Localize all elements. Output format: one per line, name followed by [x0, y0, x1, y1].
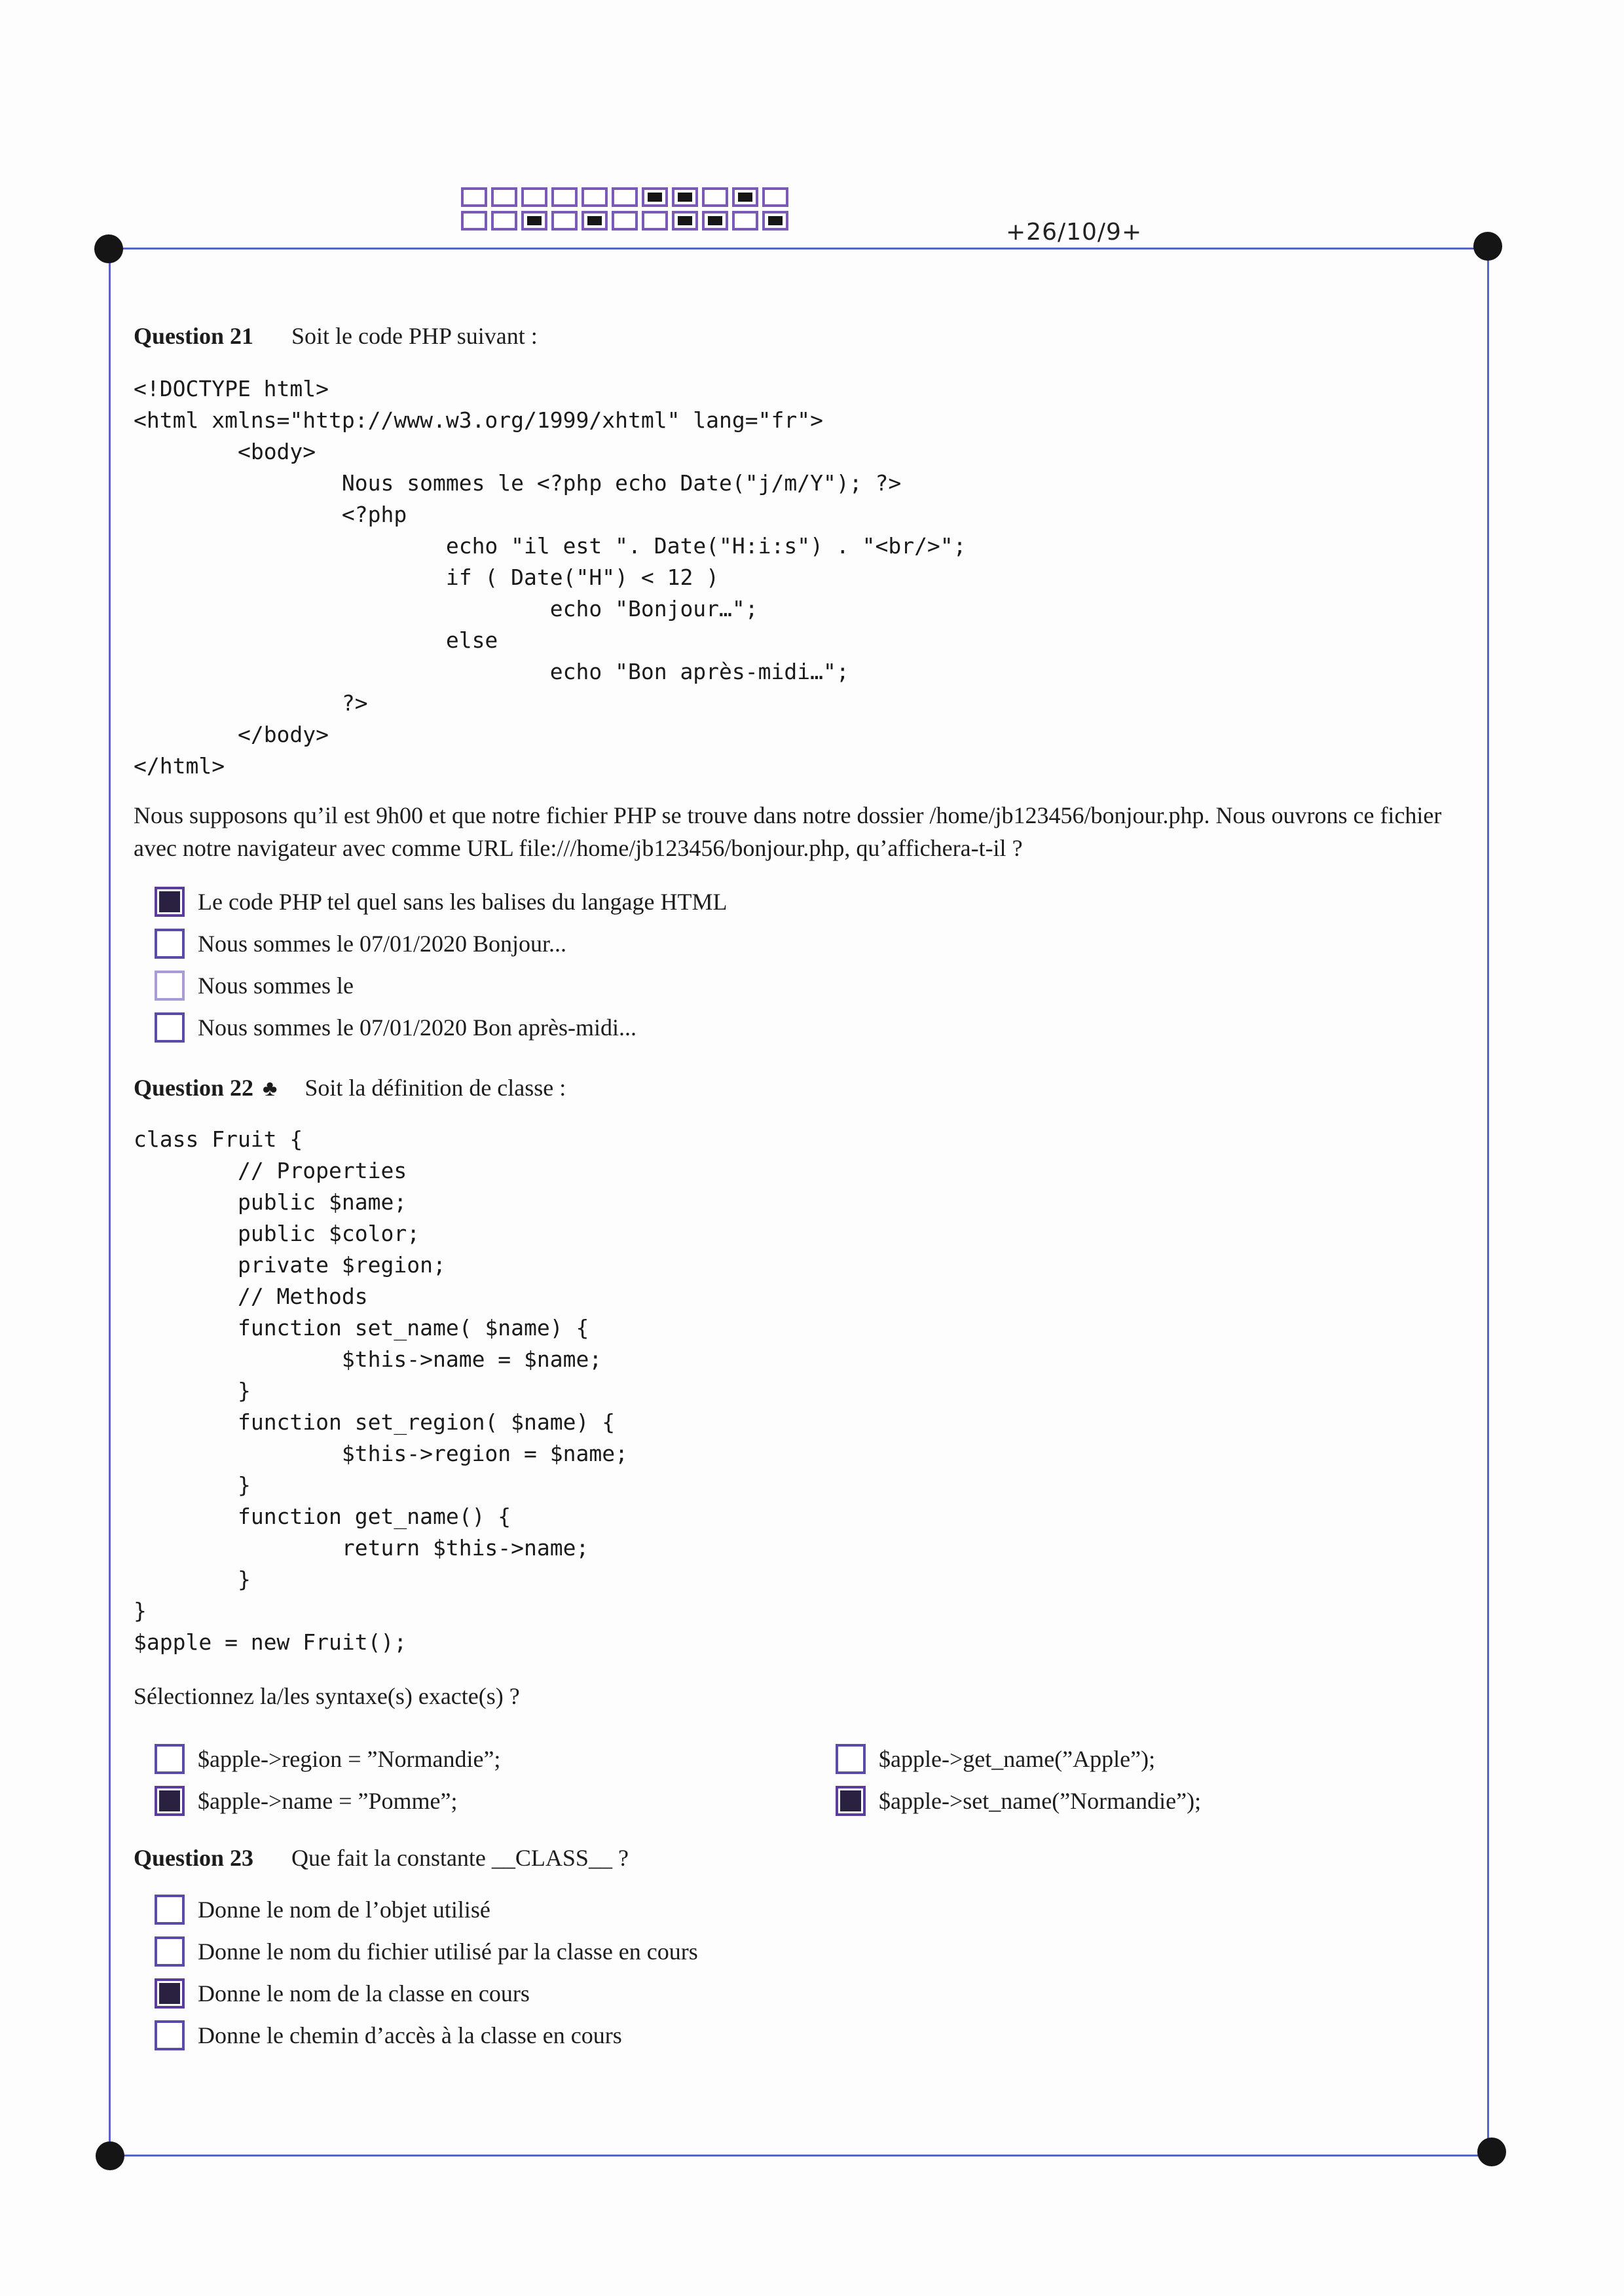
q22-intro: Soit la définition de classe :: [304, 1075, 566, 1101]
answer-checkbox[interactable]: [155, 1786, 185, 1816]
q21-intro: Soit le code PHP suivant :: [291, 323, 538, 349]
code-row-1-cell: [521, 187, 547, 207]
q22-option[interactable]: [155, 1738, 500, 1780]
answer-checkbox[interactable]: [155, 1895, 185, 1925]
q23-option[interactable]: [155, 1889, 698, 1931]
q21-options: [155, 881, 728, 1048]
frame-bottom-line: [109, 2155, 1489, 2157]
code-row-2-cell: [702, 211, 728, 231]
answer-checkbox[interactable]: [155, 971, 185, 1001]
answer-checkbox[interactable]: [155, 1978, 185, 2009]
q22-options-right: [836, 1738, 1201, 1822]
club-icon: ♣: [263, 1077, 278, 1101]
q21-question: Nous supposons qu’il est 9h00 et que notre fichier PHP se trouve dans notre dossier /home/jb123456/bonjour.php. Nous ouvrons ce fichier avec notre navigateur avec comme URL file:///home/jb123456/bonjour.php, qu’affichera-t-il ?: [134, 802, 1442, 861]
answer-checkbox[interactable]: [155, 1012, 185, 1043]
code-row-2-cell: [551, 211, 578, 231]
code-row-2-cell: [762, 211, 788, 231]
code-row-1-cell: [642, 187, 668, 207]
q21-label: Question 21: [134, 323, 254, 349]
code-row-2: [461, 211, 792, 231]
q23-option[interactable]: [155, 1972, 698, 2014]
code-row-2-cell: [672, 211, 698, 231]
option-label: Nous sommes le 07/01/2020 Bon après-midi...: [198, 1014, 637, 1041]
code-row-2-cell: [642, 211, 668, 231]
q23-options: [155, 1889, 698, 2056]
option-label: $apple->name = ”Pomme”;: [198, 1788, 458, 1814]
answer-checkbox[interactable]: [155, 929, 185, 959]
q22-option[interactable]: [836, 1738, 1201, 1780]
q21-header: [134, 322, 538, 350]
option-label: Donne le nom du fichier utilisé par la classe en cours: [198, 1938, 698, 1965]
answer-checkbox[interactable]: [155, 887, 185, 917]
q22-label: Question 22: [134, 1075, 254, 1101]
page-id: +26/10/9+: [1006, 219, 1143, 246]
answer-checkbox[interactable]: [836, 1744, 866, 1774]
code-row-2-cell: [461, 211, 487, 231]
code-row-2-cell: [732, 211, 758, 231]
code-row-2-cell: [581, 211, 608, 231]
option-label: $apple->get_name(”Apple”);: [879, 1746, 1156, 1772]
q23-option[interactable]: [155, 2014, 698, 2056]
option-label: Donne le chemin d’accès à la classe en cours: [198, 2022, 622, 2048]
code-row-1-cell: [581, 187, 608, 207]
option-label: Nous sommes le 07/01/2020 Bonjour...: [198, 931, 567, 957]
q22-question: Sélectionnez la/les syntaxe(s) exacte(s) ?: [134, 1683, 520, 1709]
answer-checkbox[interactable]: [836, 1786, 866, 1816]
q23-header: [134, 1844, 629, 1872]
q21-option[interactable]: [155, 965, 728, 1007]
corner-mark-top-right: [1473, 232, 1502, 261]
q23-intro: Que fait la constante __CLASS__ ?: [291, 1845, 629, 1871]
q22-code-block: class Fruit { // Properties public $name; public $color; private $region; // Methods function set_name( $name) { $this->name = $name; } function set_region( $name) { $this->region = $name; } function get_name() { return $this->name; } } $apple = new Fruit();: [134, 1126, 628, 1655]
code-row-2-cell: [612, 211, 638, 231]
q21-option[interactable]: [155, 881, 728, 923]
code-row-1-cell: [551, 187, 578, 207]
code-row-1-cell: [762, 187, 788, 207]
code-row-1-cell: [461, 187, 487, 207]
option-label: Donne le nom de la classe en cours: [198, 1980, 530, 2007]
q22-header: [134, 1074, 566, 1102]
q23-option[interactable]: [155, 1931, 698, 1972]
frame-top-line: [109, 248, 1489, 250]
corner-mark-top-left: [94, 234, 123, 263]
q22-options-left: [155, 1738, 500, 1822]
student-code-grid: [461, 187, 792, 231]
q22-option[interactable]: [836, 1780, 1201, 1822]
q21-code-block: <!DOCTYPE html> <html xmlns="http://www.w3.org/1999/xhtml" lang="fr"> <body> Nous sommes le <?php echo Date("j/m/Y"); ?> <?php echo "il est ". Date("H:i:s") . "<br/>"; if ( Date("H") < 12 ) echo "Bonjour…"; else echo "Bon après-midi…"; ?> </body> </html>: [134, 376, 967, 779]
option-label: Le code PHP tel quel sans les balises du langage HTML: [198, 889, 728, 915]
corner-mark-bottom-left: [96, 2141, 124, 2170]
code-row-1-cell: [672, 187, 698, 207]
code-row-1: [461, 187, 792, 207]
option-label: $apple->set_name(”Normandie”);: [879, 1788, 1202, 1814]
option-label: Nous sommes le: [198, 972, 354, 999]
code-row-1-cell: [732, 187, 758, 207]
option-label: $apple->region = ”Normandie”;: [198, 1746, 501, 1772]
q21-option[interactable]: [155, 1007, 728, 1048]
answer-checkbox[interactable]: [155, 1936, 185, 1967]
option-label: Donne le nom de l’objet utilisé: [198, 1897, 490, 1923]
corner-mark-bottom-right: [1477, 2138, 1506, 2166]
code-row-2-cell: [491, 211, 517, 231]
frame-right-line: [1487, 248, 1489, 2157]
q22-option[interactable]: [155, 1780, 500, 1822]
frame-left-line: [109, 248, 111, 2157]
q23-label: Question 23: [134, 1845, 254, 1871]
code-row-1-cell: [702, 187, 728, 207]
code-row-1-cell: [491, 187, 517, 207]
answer-checkbox[interactable]: [155, 2020, 185, 2050]
code-row-1-cell: [612, 187, 638, 207]
q21-option[interactable]: [155, 923, 728, 965]
answer-checkbox[interactable]: [155, 1744, 185, 1774]
code-row-2-cell: [521, 211, 547, 231]
